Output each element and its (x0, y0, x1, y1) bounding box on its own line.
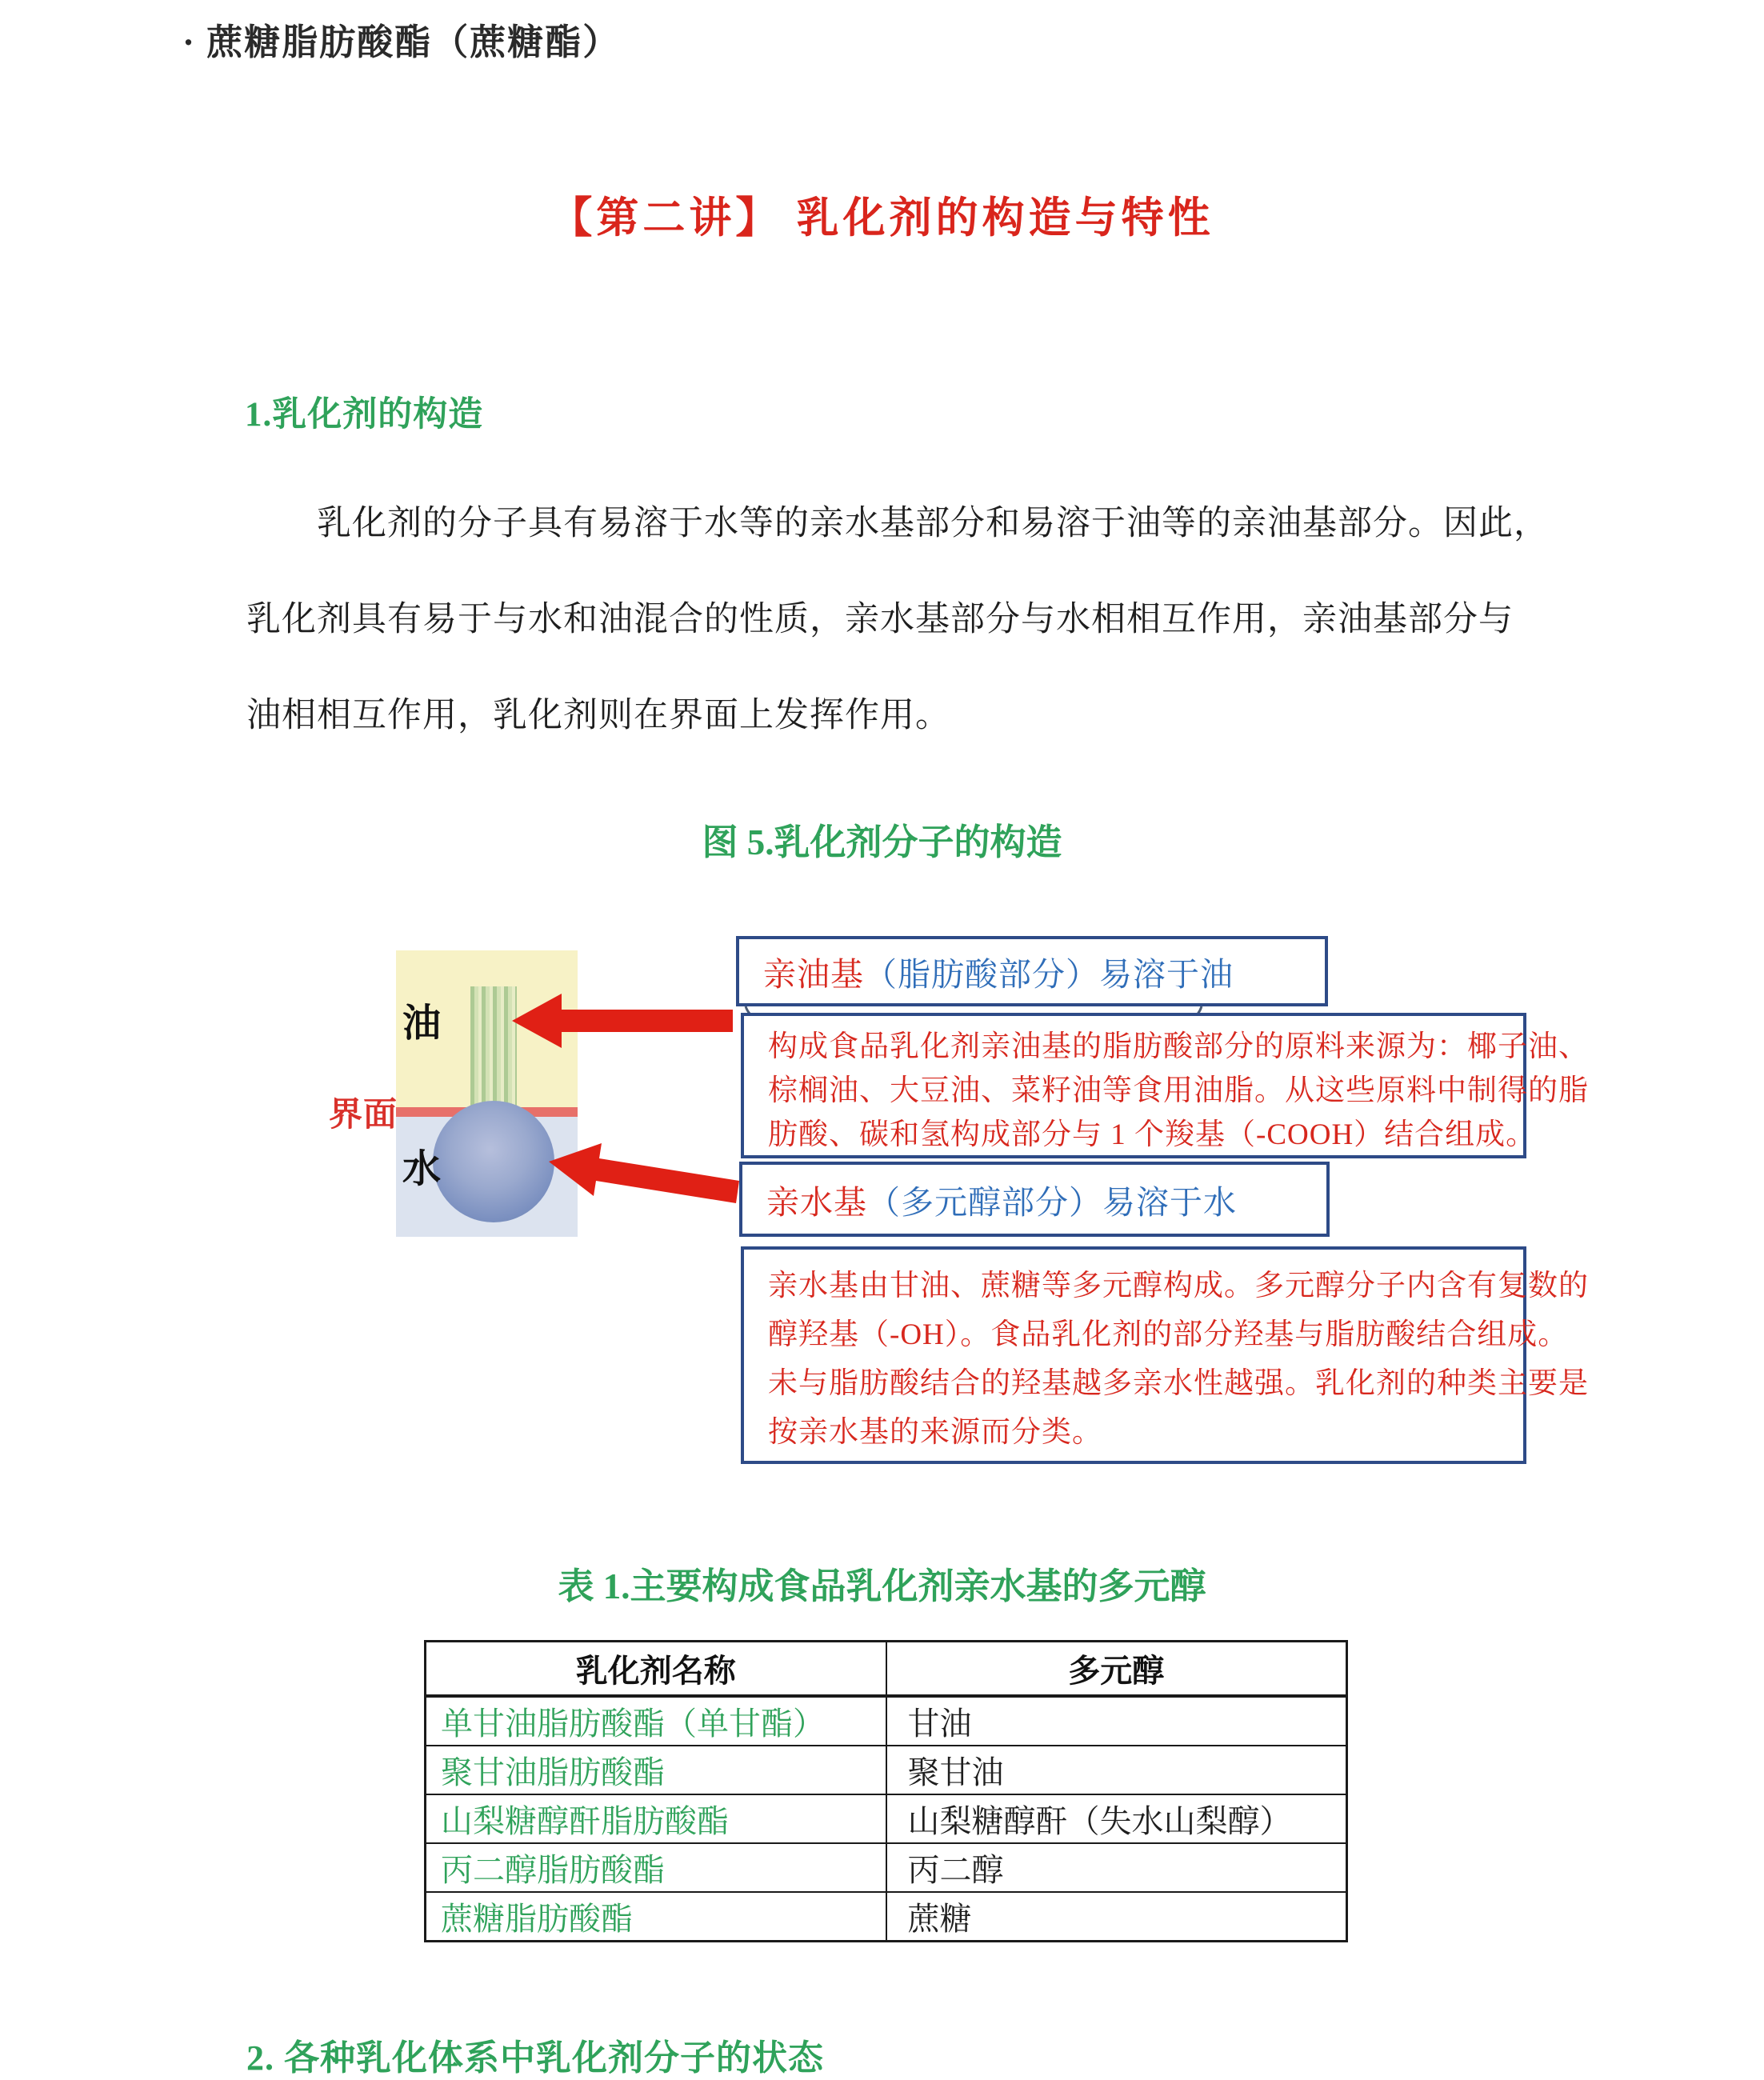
hydrophilic-desc-box (741, 1246, 1589, 1464)
lipophilic-title-red: 亲油基 (763, 955, 864, 993)
polyol-cell: 甘油 (886, 1696, 1347, 1746)
emulsifier-name-cell: 单甘油脂肪酸酯（单甘酯） (426, 1696, 886, 1746)
table-row (426, 1794, 1347, 1843)
table-header-emulsifier: 乳化剂名称 (426, 1642, 886, 1696)
emulsifier-name-cell: 山梨糖醇酐脂肪酸酯 (426, 1794, 886, 1843)
paragraph-line: 乳化剂具有易于与水和油混合的性质，亲水基部分与水相相互作用，亲油基部分与 (246, 601, 1514, 638)
paragraph-line: 油相相互作用，乳化剂则在界面上发挥作用。 (246, 697, 950, 734)
desc-line: 棕榈油、大豆油、菜籽油等食用油脂。从这些原料中制得的脂 (768, 1074, 1589, 1107)
desc-line: 构成食品乳化剂亲油基的脂肪酸部分的原料来源为：椰子油、 (768, 1030, 1589, 1063)
polyol-cell: 丙二醇 (886, 1843, 1347, 1892)
table-row (426, 1892, 1347, 1942)
polyol-table (424, 1640, 1348, 1942)
hydrophilic-title-blue: （多元醇部分）易溶于水 (867, 1183, 1237, 1221)
desc-line: 肪酸、碳和氢构成部分与 1 个羧基（-COOH）结合组成。 (768, 1118, 1537, 1151)
section1-heading: 1.乳化剂的构造 (245, 396, 484, 434)
figure-caption: 图 5.乳化剂分子的构造 (702, 822, 1062, 862)
table-header-polyol: 多元醇 (886, 1642, 1347, 1696)
lipophilic-title-box (736, 936, 1328, 1006)
table-caption: 表 1.主要构成食品乳化剂亲水基的多元醇 (558, 1566, 1206, 1606)
desc-line: 亲水基由甘油、蔗糖等多元醇构成。多元醇分子内含有复数的 (768, 1270, 1589, 1302)
bullet-item: · 蔗糖脂肪酸酯（蔗糖酯） (182, 22, 621, 62)
page-title: 【第二讲】 乳化剂的构造与特性 (550, 195, 1214, 242)
water-label: 水 (402, 1148, 442, 1190)
lipophilic-title-blue: （脂肪酸部分）易溶于油 (864, 955, 1234, 993)
polyol-cell: 蔗糖 (886, 1892, 1347, 1942)
table-row (426, 1843, 1347, 1892)
oil-label: 油 (402, 1002, 442, 1045)
table-header-row (426, 1642, 1347, 1696)
emulsifier-name-cell: 聚甘油脂肪酸酯 (426, 1746, 886, 1794)
interface-label: 界面 (329, 1097, 398, 1134)
paragraph-line: 乳化剂的分子具有易溶于水等的亲水基部分和易溶于油等的亲油基部分。因此， (317, 505, 1549, 542)
emulsifier-name-cell: 蔗糖脂肪酸酯 (426, 1892, 886, 1942)
hydrophilic-title-box (739, 1162, 1330, 1237)
polyol-cell: 山梨糖醇酐（失水山梨醇） (886, 1794, 1347, 1843)
desc-line: 按亲水基的来源而分类。 (768, 1416, 1102, 1449)
desc-line: 醇羟基（-OH）。食品乳化剂的部分羟基与脂肪酸结合组成。 (768, 1318, 1569, 1351)
table-row (426, 1696, 1347, 1746)
lipophilic-tail-stripes (470, 986, 517, 1107)
hydrophilic-sphere (433, 1101, 554, 1222)
table-row (426, 1746, 1347, 1794)
polyol-cell: 聚甘油 (886, 1746, 1347, 1794)
hydrophilic-title-red: 亲水基 (766, 1183, 867, 1221)
desc-line: 未与脂肪酸结合的羟基越多亲水性越强。乳化剂的种类主要是 (768, 1367, 1589, 1400)
section2-heading: 2. 各种乳化体系中乳化剂分子的状态 (246, 2038, 824, 2078)
lipophilic-desc-box (741, 1013, 1589, 1158)
emulsifier-name-cell: 丙二醇脂肪酸酯 (426, 1843, 886, 1892)
